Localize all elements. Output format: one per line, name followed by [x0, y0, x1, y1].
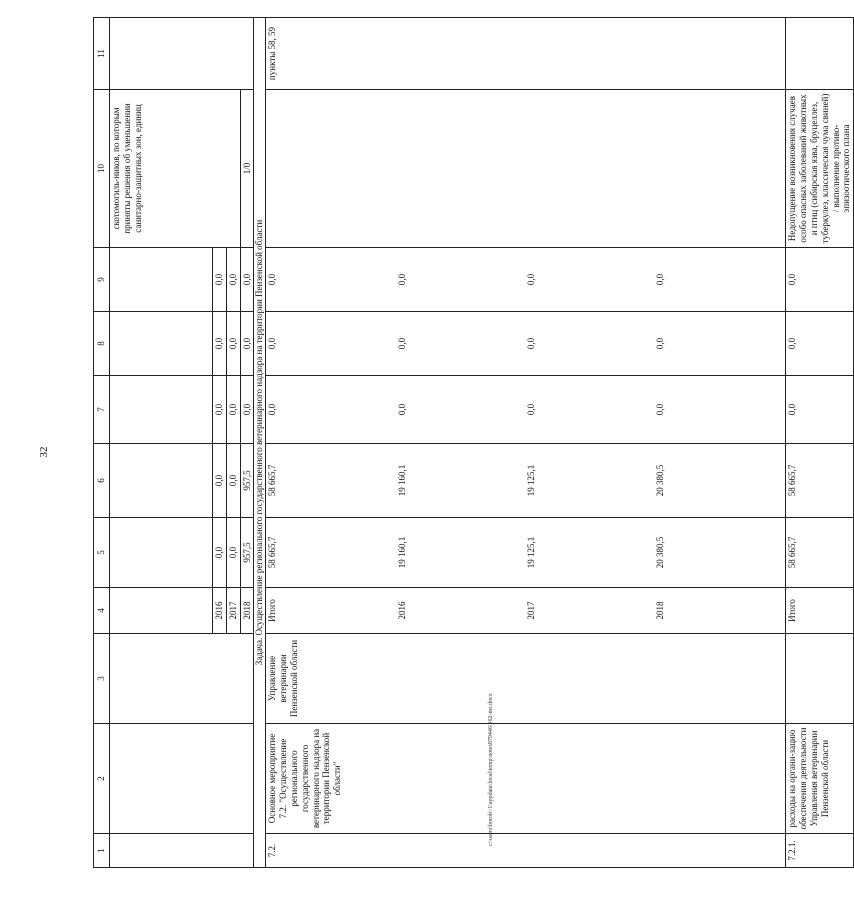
value-cell: 0,0 — [525, 273, 536, 286]
values-cell — [266, 376, 786, 444]
header-cell: 10 — [94, 90, 110, 248]
header-cell: 8 — [94, 312, 110, 376]
header-cell: 3 — [94, 634, 110, 724]
value-cell: 0,0 — [226, 248, 240, 312]
values-cell — [266, 248, 786, 312]
value-cell: 58 665,7 — [267, 536, 278, 569]
cell-empty — [266, 90, 786, 248]
values-cell — [266, 312, 786, 376]
value-cell: 0,0 — [213, 376, 227, 444]
indicator-cell: Недопущение возникновения случаев особо опасных заболеваний животных и птиц (сибирская язва, бруцеллез, туберкулез, классическая чума свиней) / выполнение противо-эпизоотического плана — [786, 90, 854, 248]
header-cell: 11 — [94, 18, 110, 90]
row-number: 7.2.1. — [786, 834, 854, 868]
reference-cell: пункты 58, 59 — [266, 18, 786, 90]
value-cell: 0,0 — [240, 312, 254, 376]
values-list — [267, 521, 784, 584]
page-number: 32 — [38, 446, 50, 458]
cell-empty — [110, 588, 213, 634]
table-row — [786, 18, 854, 868]
header-cell: 9 — [94, 248, 110, 312]
header-cell: 2 — [94, 724, 110, 834]
header-cell: 4 — [94, 588, 110, 634]
value-cell: 20 380,5 — [655, 464, 666, 497]
value-cell: 0,0 — [525, 337, 536, 350]
value-cell: 0,0 — [655, 337, 666, 350]
footer-file-path: c:\users\borob~1\appdata\local\temp\notes879446\162-ms.docx — [488, 693, 494, 846]
value-cell: 0,0 — [226, 518, 240, 588]
year-cell: Итого — [267, 599, 278, 622]
header-cell: 6 — [94, 444, 110, 518]
value-cell: 58 665,7 — [786, 518, 854, 588]
value-cell: 0,0 — [213, 518, 227, 588]
header-cell: 5 — [94, 518, 110, 588]
year-cell: 2018 — [240, 588, 254, 634]
value-cell: 19 160,1 — [396, 464, 407, 497]
header-cell: 1 — [94, 834, 110, 868]
year-cell: 2016 — [396, 601, 407, 620]
executor-cell: Управление ветеринарии Пензенской области — [266, 634, 786, 724]
values-list — [267, 447, 784, 514]
cell-empty — [110, 444, 213, 518]
cell-empty — [110, 248, 213, 312]
value-cell: 0,0 — [655, 403, 666, 416]
task-row — [254, 18, 266, 868]
value-cell: 0,0 — [396, 403, 407, 416]
values-list — [267, 315, 784, 372]
task-title: Задача. Осуществление регионального государственного ветеринарного надзора на территории Пензенской области — [254, 18, 266, 868]
table-row — [110, 18, 213, 868]
year-cell: Итого — [786, 588, 854, 634]
value-cell: 0,0 — [655, 273, 666, 286]
value-cell: 58 665,7 — [786, 444, 854, 518]
value-cell: 0,0 — [786, 376, 854, 444]
value-cell: 19 125,1 — [525, 536, 536, 569]
row-number: 7.2. — [266, 834, 786, 868]
value-cell: 0,0 — [786, 248, 854, 312]
year-cell: 2018 — [655, 601, 666, 620]
years-list — [267, 591, 784, 630]
value-cell: 0,0 — [226, 444, 240, 518]
values-list — [267, 379, 784, 440]
value-cell: 0,0 — [213, 444, 227, 518]
years-cell — [266, 588, 786, 634]
values-cell — [266, 518, 786, 588]
year-cell: 2017 — [525, 601, 536, 620]
year-cell: 2016 — [213, 588, 227, 634]
value-cell: 957,5 — [240, 518, 254, 588]
indicator-value-cell: 1/0 — [240, 90, 254, 248]
value-cell: 957,5 — [240, 444, 254, 518]
cell-empty — [786, 634, 854, 724]
cell-empty — [110, 634, 254, 724]
header-cell: 7 — [94, 376, 110, 444]
rotated-table-container — [93, 18, 852, 868]
value-cell: 0,0 — [213, 248, 227, 312]
value-cell: 0,0 — [240, 376, 254, 444]
cell-empty — [110, 376, 213, 444]
value-cell: 0,0 — [267, 337, 278, 350]
value-cell: 19 125,1 — [525, 464, 536, 497]
value-cell: 0,0 — [226, 376, 240, 444]
values-list — [267, 251, 784, 308]
cell-empty — [110, 18, 254, 90]
value-cell: 0,0 — [267, 273, 278, 286]
value-cell: 0,0 — [786, 312, 854, 376]
year-cell: 2017 — [226, 588, 240, 634]
indicator-cell: скотомогиль-ников, по которым приняты решения об уменьшении санитарно-защитных зон, единиц — [110, 90, 241, 248]
value-cell: 0,0 — [240, 248, 254, 312]
table-row — [266, 18, 786, 868]
activity-name: Основное мероприятие 7.2. "Осуществление регионального государственного ветеринарного надзора на территории Пензенской области" — [266, 724, 786, 834]
value-cell: 58 665,7 — [267, 464, 278, 497]
header-row — [94, 18, 110, 868]
value-cell: 0,0 — [396, 273, 407, 286]
cell-empty — [786, 18, 854, 90]
cell-empty — [110, 724, 254, 834]
cell-empty — [110, 834, 254, 868]
value-cell: 0,0 — [226, 312, 240, 376]
value-cell: 20 380,5 — [655, 536, 666, 569]
activity-name: расходы на органи-зацию обеспечения деятельности Управления ветеринарии Пензенской области — [786, 724, 854, 834]
cell-empty — [110, 312, 213, 376]
cell-empty — [110, 518, 213, 588]
value-cell: 0,0 — [213, 312, 227, 376]
value-cell: 0,0 — [396, 337, 407, 350]
value-cell: 0,0 — [525, 403, 536, 416]
program-table — [93, 17, 854, 868]
value-cell: 0,0 — [267, 403, 278, 416]
values-cell — [266, 444, 786, 518]
value-cell: 19 160,1 — [396, 536, 407, 569]
